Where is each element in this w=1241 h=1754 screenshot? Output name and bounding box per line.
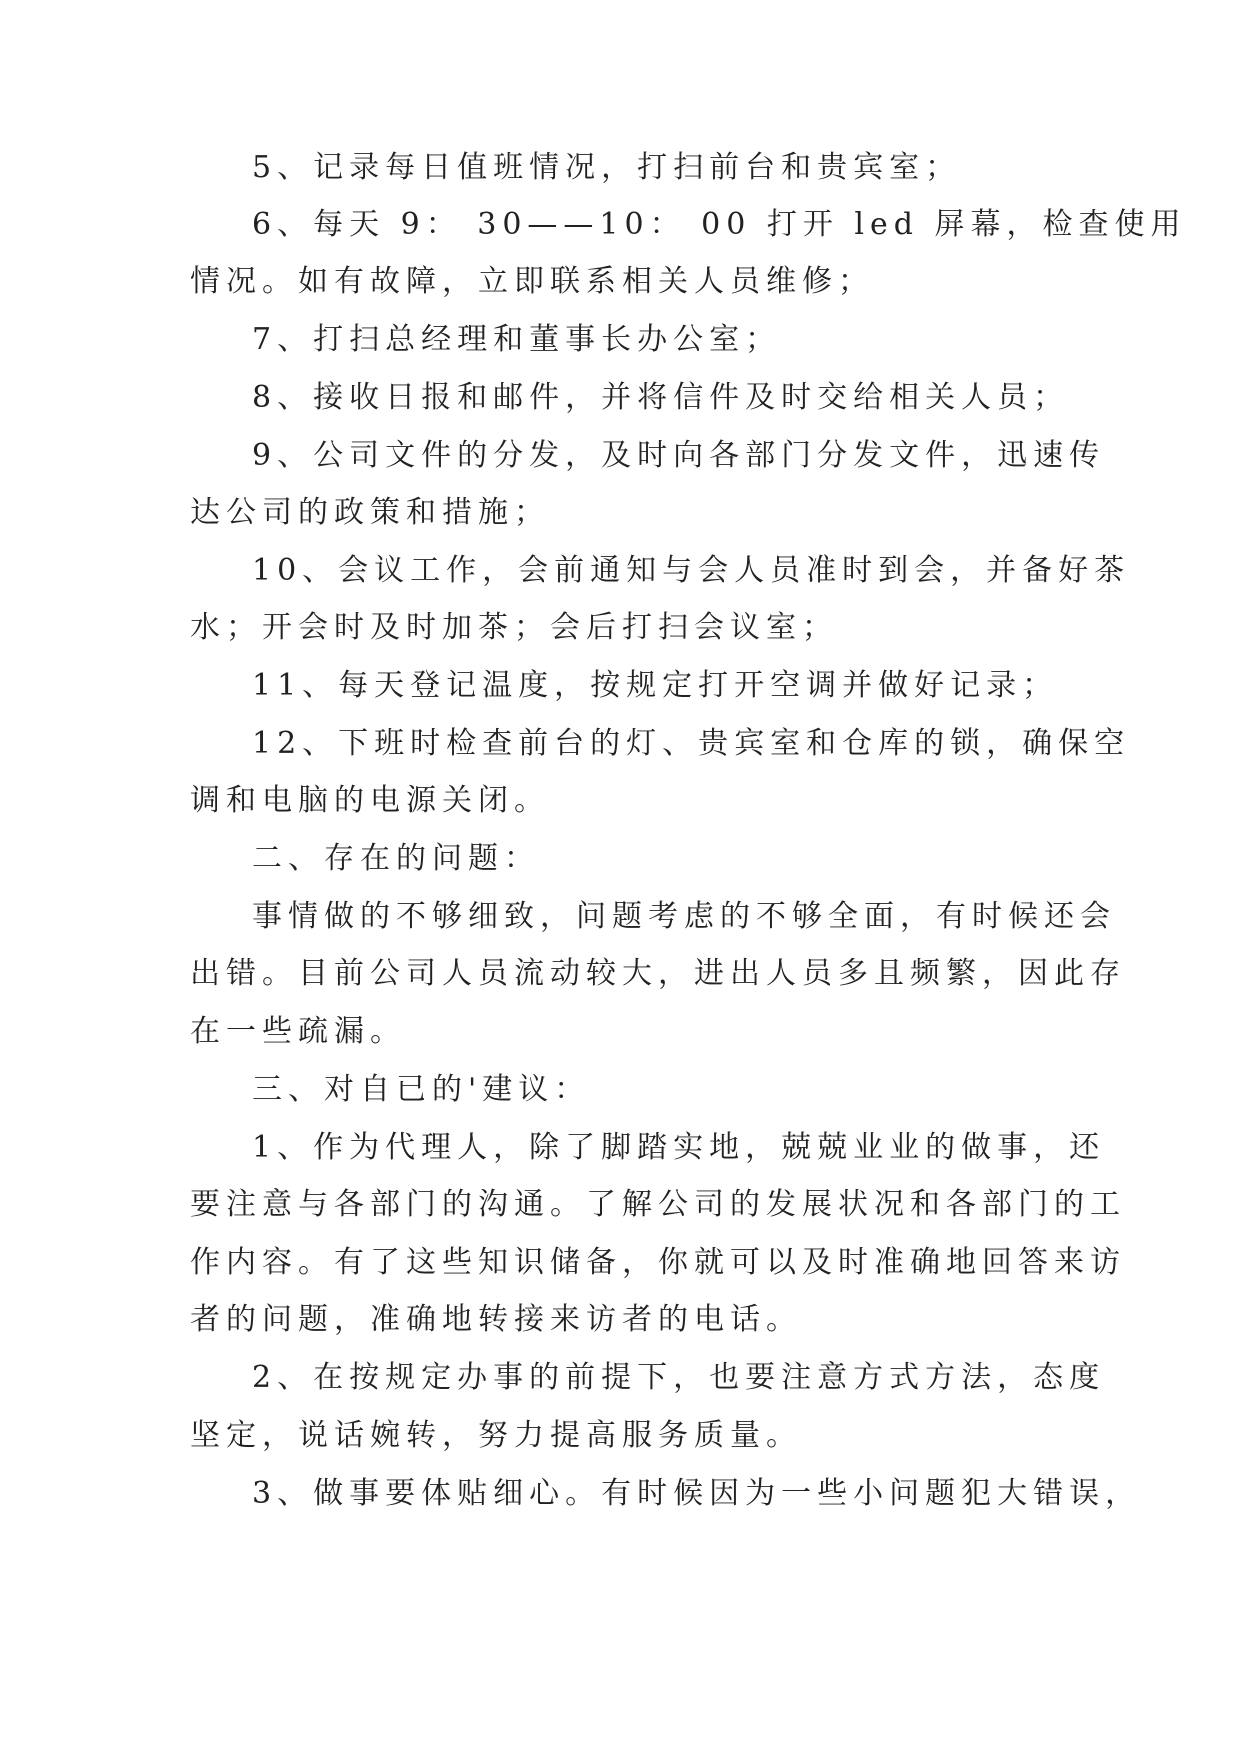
text-line: 7、打扫总经理和董事长办公室； — [252, 322, 782, 357]
text-line: 1、作为代理人，除了脚踏实地，兢兢业业的做事，还 — [252, 1130, 1106, 1165]
text-line: 10、会议工作，会前通知与会人员准时到会，并备好茶 — [252, 553, 1131, 588]
text-line: 6、每天 9： 30——10： 00 打开 led 屏幕，检查使用 — [252, 207, 1187, 242]
text-line: 作内容。有了这些知识储备，你就可以及时准确地回答来访 — [190, 1245, 1126, 1280]
section-heading: 三、对自已的'建议： — [252, 1072, 591, 1107]
text-line: 调和电脑的电源关闭。 — [190, 783, 550, 818]
text-line: 情况。如有故障，立即联系相关人员维修； — [190, 264, 874, 299]
text-line: 要注意与各部门的沟通。了解公司的发展状况和各部门的工 — [190, 1187, 1126, 1222]
text-line: 出错。目前公司人员流动较大，进出人员多且频繁，因此存 — [190, 956, 1126, 991]
section-heading: 二、存在的问题： — [252, 841, 540, 876]
text-line: 12、下班时检查前台的灯、贵宾室和仓库的锁，确保空 — [252, 726, 1131, 761]
text-line: 达公司的政策和措施； — [190, 495, 550, 530]
text-line: 5、记录每日值班情况，打扫前台和贵宾室； — [252, 150, 962, 185]
text-line: 坚定，说话婉转，努力提高服务质量。 — [190, 1418, 802, 1453]
text-line: 事情做的不够细致，问题考虑的不够全面，有时候还会 — [252, 899, 1116, 934]
text-line: 8、接收日报和邮件，并将信件及时交给相关人员； — [252, 380, 1070, 415]
text-line: 9、公司文件的分发，及时向各部门分发文件，迅速传 — [252, 438, 1106, 473]
text-line: 在一些疏漏。 — [190, 1014, 406, 1049]
text-line: 2、在按规定办事的前提下，也要注意方式方法，态度 — [252, 1360, 1106, 1395]
text-line: 3、做事要体贴细心。有时候因为一些小问题犯大错误， — [252, 1476, 1142, 1511]
text-line: 11、每天登记温度，按规定打开空调并做好记录； — [252, 668, 1059, 703]
text-line: 者的问题，准确地转接来访者的电话。 — [190, 1302, 802, 1337]
text-line: 水；开会时及时加茶；会后打扫会议室； — [190, 610, 838, 645]
